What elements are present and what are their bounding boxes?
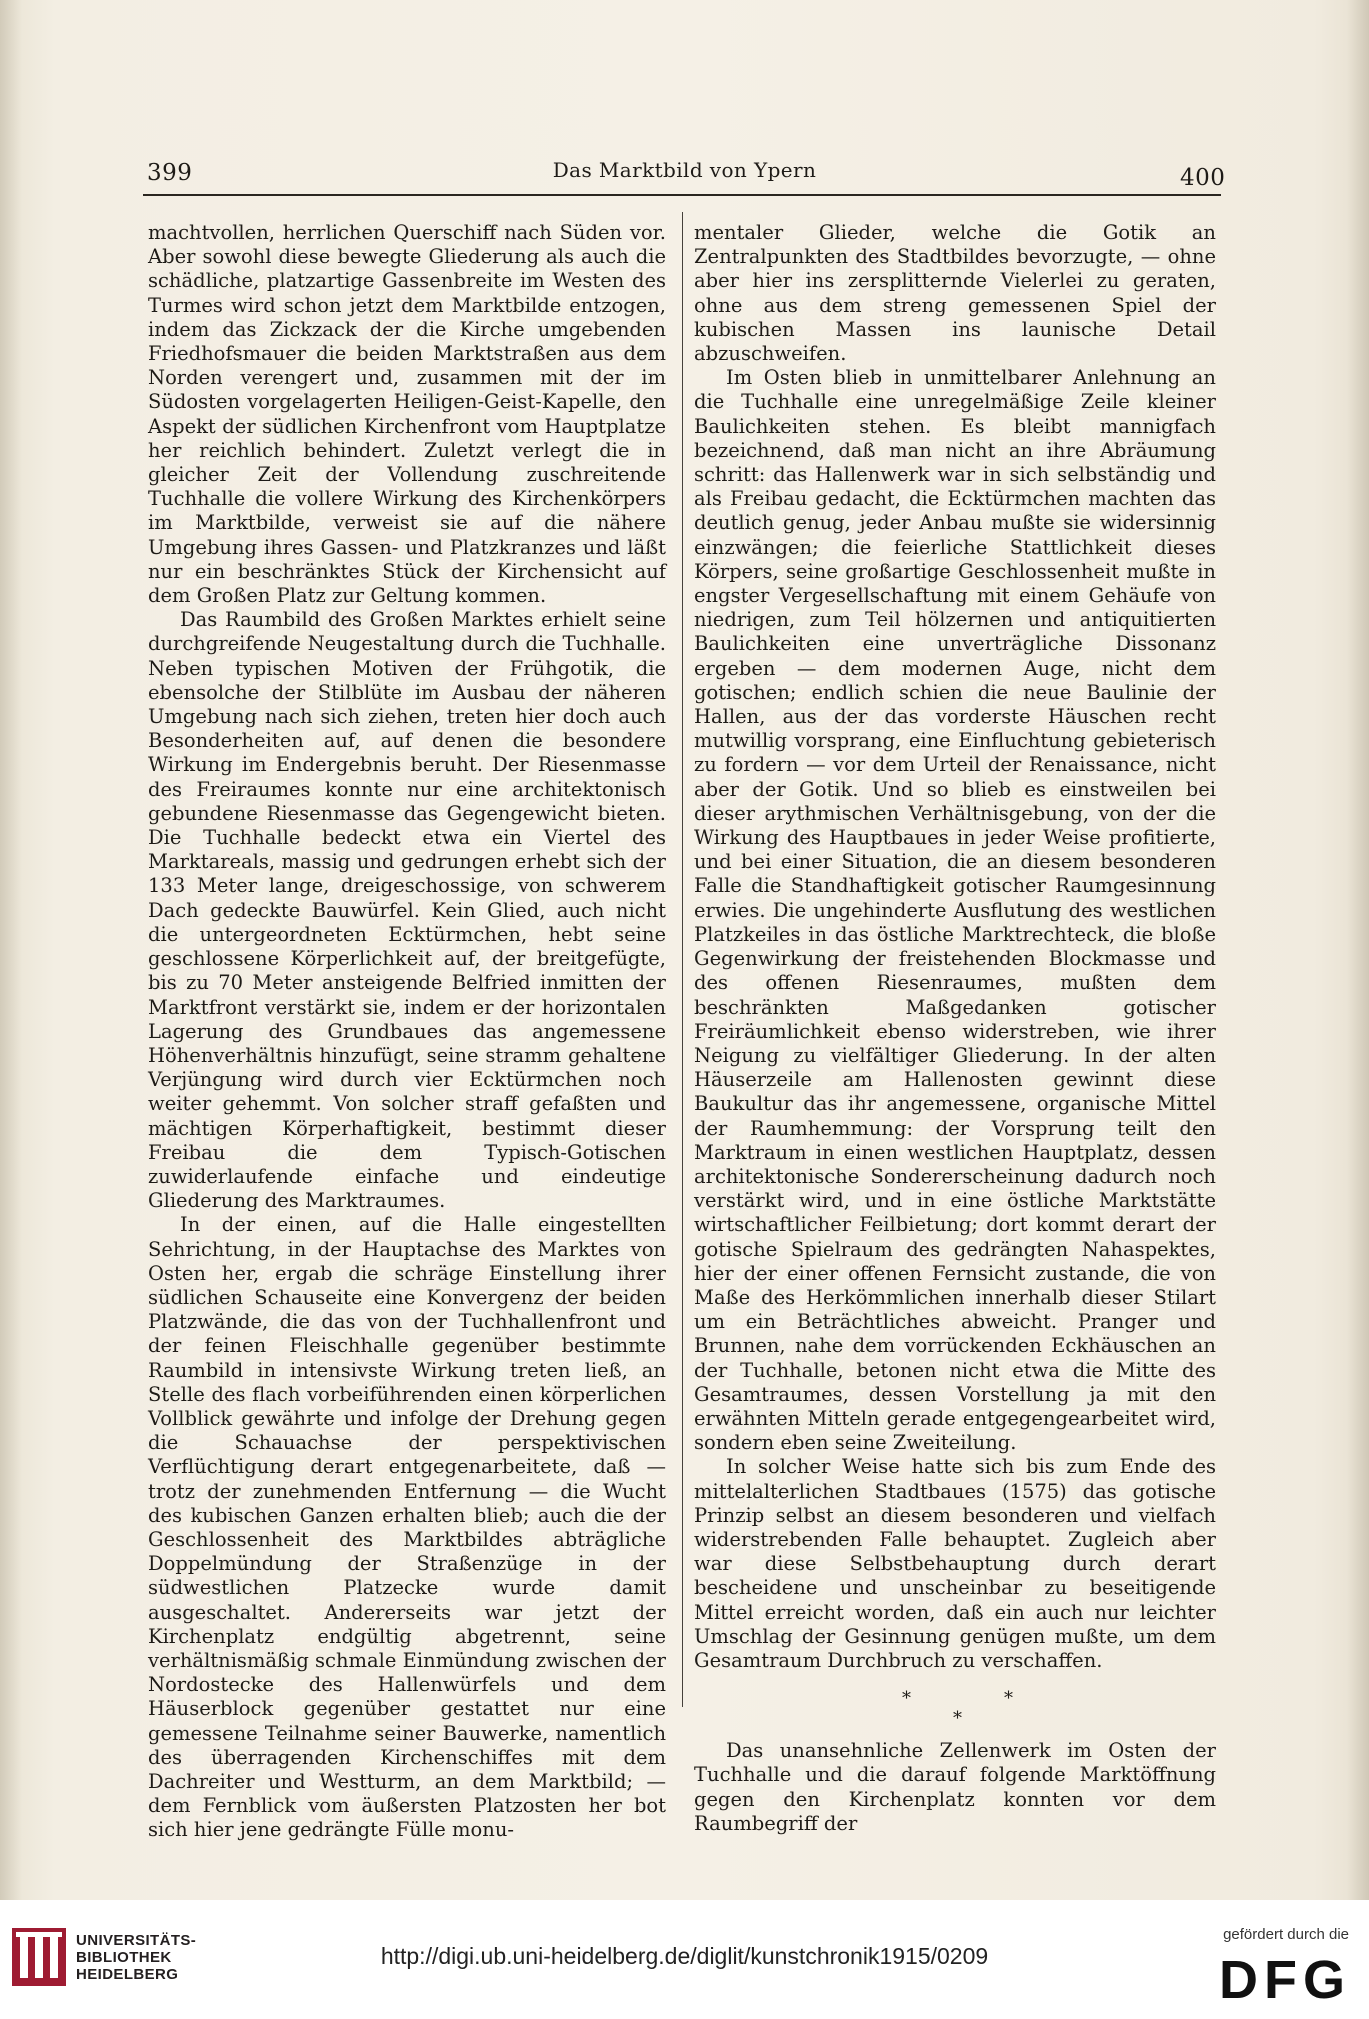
page-edge-left: [0, 0, 22, 1900]
paragraph: mentaler Glieder, welche die Gotik an Zentralpunkten des Stadtbildes bevorzugte, — ohne aber hier ins zersplitternde Vielerlei zu geraten, ohne aus dem streng gemessenen Spiel der kubischen Massen ins launische Detail abzuschweifen.: [694, 221, 1216, 366]
paragraph: Im Osten blieb in unmittelbarer Anlehnung an die Tuchhalle eine unregelmäßige Zeile kleiner Baulichkeiten stehen. Es bleibt mannigfach bezeichnend, daß man nicht an ihre Abräumung schritt: das Hallenwerk war in sich selbständig und als Freibau gedacht, die Ecktürmchen machten das deutlich genug, jeder Anbau mußte sie widersinnig einzwängen; die feierliche Stattlichkeit dieses Körpers, seine großartige Geschlossenheit mußte in engster Vergesellschaftung mit einem Gehäufe von niedrigen, zum Teil hölzernen und antiquitierten Baulichkeiten eine unverträgliche Dissonanz ergeben — dem modernen Auge, nicht dem gotischen; endlich schien die neue Baulinie der Hallen, aus der das vorderste Häuschen recht mutwillig vorsprang, eine Einfluchtung gebieterisch zu fordern — vor dem Urteil der Renaissance, nicht aber der Gotik. Und so blieb es einstweilen bei dieser arythmischen Verhältnisgebung, von der die Wirkung des Hauptbaues in jeder Weise profitierte, und bei einer Situation, die an diesem besonderen Falle die Standhaftigkeit gotischer Raumgesinnung erwies. Die ungehinderte Ausflutung des westlichen Platzkeiles in das östliche Marktrechteck, die bloße Gegenwirkung der freistehenden Blockmasse und des offenen Riesenraumes, mußten dem beschränkten Maßgedanken gotischer Freiräumlichkeit ebenso widerstreben, wie ihrer Neigung zu vielfältiger Gliederung. In der alten Häuserzeile am Hallenosten gewinnt diese Baukultur das ihr angemessene, organische Mittel der Raumhemmung: der Vorsprung teilt den Marktraum in einen westlichen Hauptplatz, dessen architektonische Sondererscheinung dadurch noch verstärkt wird, und in eine östliche Marktstätte wirtschaftlicher Feilbietung; dort kommt derart der gotische Spielraum des gedrängten Nahaspektes, hier der einer offenen Fernsicht zustande, die von Maße des Herkömmlichen innerhalb dieser Stilart um ein Beträchtliches abweicht. Pranger und Brunnen, nahe dem vorrückenden Eckhäuschen an der Tuchhalle, betonen nicht etwa die Mitte des Gesamtraumes, dessen Vorstellung ja mit den erwähnten Mitteln gerade entgegengearbeitet wird, sondern eben seine Zweiteilung.: [694, 366, 1216, 1455]
asterisk: *: [902, 1688, 911, 1710]
left-column: [148, 221, 666, 1843]
paragraph: In der einen, auf die Halle eingestellten Sehrichtung, in der Hauptachse des Marktes von Osten her, ergab die schräge Einstellung ihrer südlichen Schauseite eine Konvergenz der beiden Platzwände, die das von der Tuchhallenfront und der feinen Fleischhalle gegenüber bestimmte Raumbild in intensivste Wirkung treten ließ, an Stelle des flach vorbeiführenden einen körperlichen Vollblick gewährte und infolge der Drehung gegen die Schauachse der perspektivischen Verflüchtigung derart entgegenarbeitete, daß — trotz der zunehmenden Entfernung — die Wucht des kubischen Ganzen erhalten blieb; auch die der Geschlossenheit des Marktbildes abträgliche Doppelmündung der Straßenzüge in der südwestlichen Platzecke wurde damit ausgeschaltet. Andererseits war jetzt der Kirchenplatz endgültig abgetrennt, seine verhältnismäßig schmale Einmündung zwischen der Nordostecke des Hallenwürfels und dem Häuserblock gegenüber gestattet nur eine gemessene Teilnahme seiner Bauwerke, namentlich des überragenden Kirchenschiffes mit dem Dachreiter und Westturm, an dem Marktbild; — dem Fernblick vom äußersten Platzosten her bot sich hier jene gedrängte Fülle monu-: [148, 1213, 666, 1842]
asterisk: *: [953, 1708, 962, 1730]
paragraph: machtvollen, herrlichen Querschiff nach Süden vor. Aber sowohl diese bewegte Gliederung als auch die schädliche, platzartige Gassenbreite im Westen des Turmes wird schon jetzt dem Marktbilde entzogen, indem das Zickzack der die Kirche umgebenden Friedhofsmauer die beiden Marktstraßen aus dem Norden verengert und, zusammen mit der im Südosten vorgelagerten Heiligen-Geist-Kapelle, den Aspekt der südlichen Kirchenfront vom Hauptplatze her reichlich behindert. Zuletzt verlegt die in gleicher Zeit der Vollendung zuschreitende Tuchhalle die vollere Wirkung des Kirchenkörpers im Marktbilde, verweist sie auf die nähere Umgebung ihres Gassen- und Platzkranzes und läßt nur ein beschränktes Stück der Kirchensicht auf dem Großen Platz zur Geltung kommen.: [148, 221, 666, 608]
asterisk: *: [1004, 1688, 1013, 1710]
paragraph: In solcher Weise hatte sich bis zum Ende des mittelalterlichen Stadtbaues (1575) das gotische Prinzip selbst an diesem besonderen und vielfach widerstrebenden Falle behauptet. Zugleich aber war diese Selbstbehauptung durch derart bescheidene und unscheinbar zu beseitigende Mittel erreicht worden, daß ein auch nur leichter Umschlag der Gesinnung genügen mußte, um dem Gesamtraum Durchbruch zu verschaffen.: [694, 1455, 1216, 1672]
sponsor-caption: gefördert durch die: [1223, 1926, 1349, 1943]
section-break-asterism: [694, 1673, 1216, 1739]
page-number-left: 399: [147, 160, 193, 186]
paragraph: Das unansehnliche Zellenwerk im Osten der Tuchhalle und die darauf folgende Marktöffnung gegen den Kirchenplatz konnten vor dem Raumbegriff der: [694, 1739, 1216, 1835]
page-edge-right: [1347, 0, 1369, 1900]
source-url-link[interactable]: http://digi.ub.uni-heidelberg.de/diglit/kunstchronik1915/0209: [380, 1943, 989, 1969]
right-column: [694, 221, 1216, 1836]
library-line: HEIDELBERG: [76, 1966, 179, 1983]
page-number-right: 400: [1180, 165, 1226, 191]
header-rule: [143, 194, 1221, 196]
library-line: BIBLIOTHEK: [76, 1949, 172, 1966]
column-divider: [682, 212, 683, 1707]
paragraph: Das Raumbild des Großen Marktes erhielt seine durchgreifende Neugestaltung durch die Tuchhalle. Neben typischen Motiven der Frühgotik, die ebensolche der Stilblüte im Ausbau der näheren Umgebung nach sich ziehen, treten hier doch auch Besonderheiten auf, auf denen die besondere Wirkung im Endergebnis beruht. Der Riesenmasse des Freiraumes konnte nur eine architektonisch gebundene Riesenmasse das Gegengewicht bieten. Die Tuchhalle bedeckt etwa ein Viertel des Marktareals, massig und gedrungen erhebt sich der 133 Meter lange, dreigeschossige, von schwerem Dach gedeckte Bauwürfel. Kein Glied, auch nicht die untergeordneten Ecktürmchen, hebt seine geschlossene Körperlichkeit auf, der breitgefügte, bis zu 70 Meter ansteigende Belfried inmitten der Marktfront verstärkt sie, indem er der horizontalen Lagerung des Grundbaues das angemessene Höhenverhältnis hinzufügt, seine stramm gehaltene Verjüngung wird durch vier Ecktürmchen noch weiter gehemmt. Von solcher straff gefaßten und mächtigen Körperhaftigkeit, bestimmt dieser Freibau die dem Typisch-Gotischen zuwiderlaufende einfache und eindeutige Gliederung des Marktraumes.: [148, 608, 666, 1213]
running-title: Das Marktbild von Ypern: [552, 158, 817, 182]
library-line: UNIVERSITÄTS-: [76, 1932, 197, 1949]
dfg-logo: DFG: [1219, 1950, 1351, 2010]
